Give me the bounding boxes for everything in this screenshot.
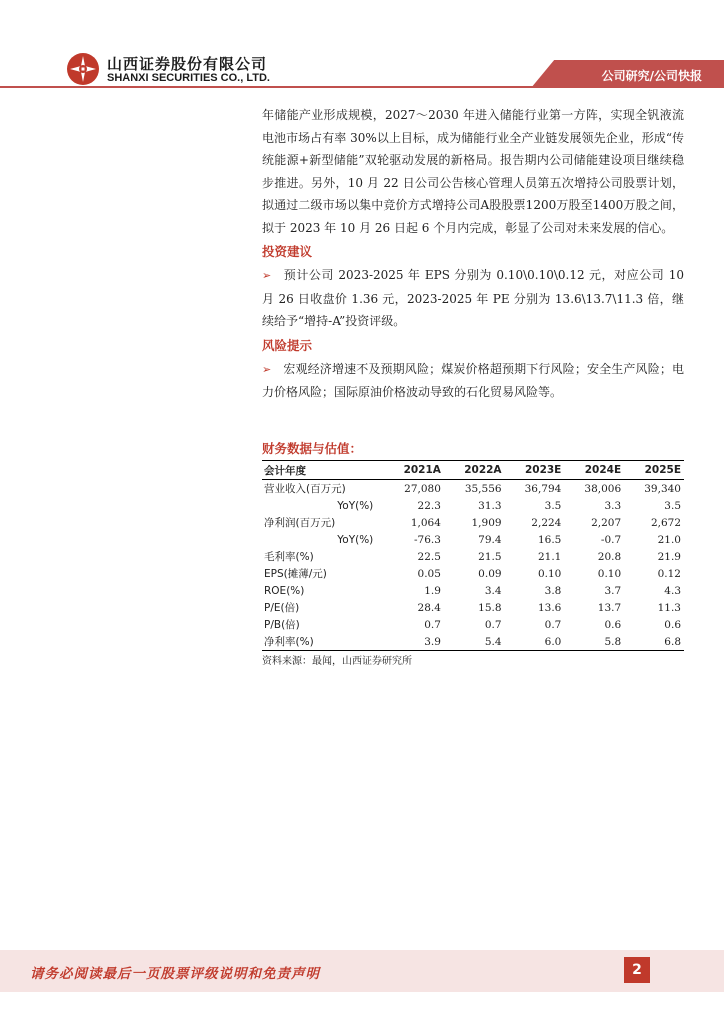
page-number: 2 [624,957,650,983]
row-label: 毛利率(%) [264,551,314,563]
page-header [0,0,724,98]
arrow-bullet-icon: ➢ [262,269,272,282]
table-cell: 2,207 [591,516,622,529]
table-cell: 0.09 [478,567,502,580]
table-row [262,531,684,548]
table-header-cell: 2025E [624,461,684,480]
table-cell: 11.3 [657,601,681,614]
table-cell: 79.4 [478,533,502,546]
footer-disclaimer: 请务必阅读最后一页股票评级说明和免责声明 [30,966,320,982]
table-cell: 3.8 [544,584,562,597]
row-label: P/E(倍) [264,602,300,614]
table-cell: 13.7 [597,601,622,614]
table-header-cell: 2024E [564,461,624,480]
table-cell: 13.6 [537,601,562,614]
table-row [262,480,684,498]
table-cell: 4.3 [664,584,681,597]
table-header-cell: 会计年度 [262,461,383,480]
table-cell: 39,340 [644,482,681,495]
risk-text: 宏观经济增速不及预期风险；煤炭价格超预期下行风险；安全生产风险；电力价格风险；国际原油价格波动导致的石化贸易风险等。 [262,361,684,399]
table-cell: 5.4 [444,633,505,651]
table-cell: 0.05 [417,567,441,580]
table-cell: 36,794 [524,482,562,495]
table-cell: 0.12 [657,567,681,580]
table-cell: 35,556 [464,482,502,495]
table-source-note: 资料来源：最闻，山西证券研究所 [262,656,412,667]
table-cell: 27,080 [404,482,441,495]
risk-paragraph [262,358,684,404]
table-row [262,565,684,582]
table-cell: 21.1 [537,550,562,563]
table-cell: 16.5 [537,533,562,546]
table-cell: 0.7 [424,618,441,631]
row-label: YoY(%) [337,533,374,546]
row-label: ROE(%) [264,584,305,597]
table-row [262,599,684,616]
report-type-label: 公司研究/公司快报 [601,69,702,83]
investment-text: 预计公司 2023-2025 年 EPS 分别为 0.10\0.10\0.12 元，对应公司 10 月 26 日收盘价 1.36 元，2023-2025 年 PE 分别为 13.6\13.7\11.3 倍，继续给予“增持-A”投资评级。 [262,268,684,328]
table-cell: 0.7 [544,618,562,631]
investment-section-title: 投资建议 [262,244,313,259]
table-cell: 1,909 [471,516,502,529]
table-cell: 1.9 [424,584,441,597]
table-cell: 22.5 [417,550,441,563]
table-cell: -0.7 [600,533,622,546]
table-header-row [262,461,684,480]
table-cell: 6.8 [624,633,684,651]
table-header-cell: 2022A [444,461,505,480]
table-cell: 0.6 [604,618,622,631]
row-label: EPS(摊薄/元) [264,568,327,580]
table-cell: 3.7 [604,584,622,597]
intro-paragraph: 年储能产业形成规模，2027～2030 年进入储能行业第一方阵，实现全钒液流电池市场占有率 30%以上目标，成为储能行业全产业链发展领先企业，形成“传统能源+新型储能”双轮驱动发展的新格局。报告期内公司储能建设项目继续稳步推进。另外，10 月 22 日公司公告核心管理人员第五次增持公司股票计划，拟通过二级市场以集中竞价方式增持公司A股股票1200万股至1400万股之间，拟于 2023 年 10 月 26 日起 6 个月内完成，彰显了公司对未来发展的信心。 [262,108,684,235]
table-cell: 0.10 [597,567,622,580]
table-cell: -76.3 [413,533,441,546]
table-cell: 6.0 [505,633,565,651]
table-cell: 0.7 [484,618,502,631]
table-cell: 3.9 [383,633,444,651]
table-row [262,616,684,633]
table-cell: 21.9 [657,550,681,563]
table-cell: 21.5 [478,550,502,563]
table-cell: 15.8 [478,601,502,614]
table-cell: 3.5 [664,499,681,512]
table-cell: 3.3 [604,499,622,512]
table-row [262,582,684,599]
table-cell: 31.3 [478,499,502,512]
table-cell: 22.3 [417,499,441,512]
table-cell: 3.5 [544,499,562,512]
financial-data-table [262,460,684,651]
row-label: 净利率(%) [262,633,383,651]
table-cell: 38,006 [584,482,622,495]
arrow-bullet-icon: ➢ [262,362,272,376]
row-label: YoY(%) [337,499,374,512]
table-row [262,633,684,651]
shanxi-securities-logo-icon [66,52,100,86]
table-cell: 20.8 [597,550,622,563]
table-cell: 1,064 [410,516,441,529]
table-cell: 2,672 [650,516,681,529]
row-label: P/B(倍) [264,619,300,631]
table-cell: 0.6 [664,618,681,631]
table-cell: 28.4 [417,601,441,614]
risk-section-title: 风险提示 [262,337,313,353]
main-content [262,104,684,404]
table-cell: 5.8 [564,633,624,651]
table-row [262,548,684,565]
table-header-cell: 2021A [383,461,444,480]
row-label: 净利润(百万元) [264,517,336,529]
brand-name-en: SHANXI SECURITIES CO., LTD. [107,72,270,84]
investment-paragraph [262,264,684,333]
table-header-cell: 2023E [505,461,565,480]
row-label: 营业收入(百万元) [264,483,346,495]
table-cell: 21.0 [657,533,681,546]
table-title: 财务数据与估值： [262,441,363,456]
brand-name-cn: 山西证券股份有限公司 [107,55,268,73]
table-row [262,497,684,514]
table-cell: 3.4 [484,584,502,597]
table-body [262,480,684,651]
table-cell: 0.10 [537,567,562,580]
table-cell: 2,224 [531,516,562,529]
table-row [262,514,684,531]
